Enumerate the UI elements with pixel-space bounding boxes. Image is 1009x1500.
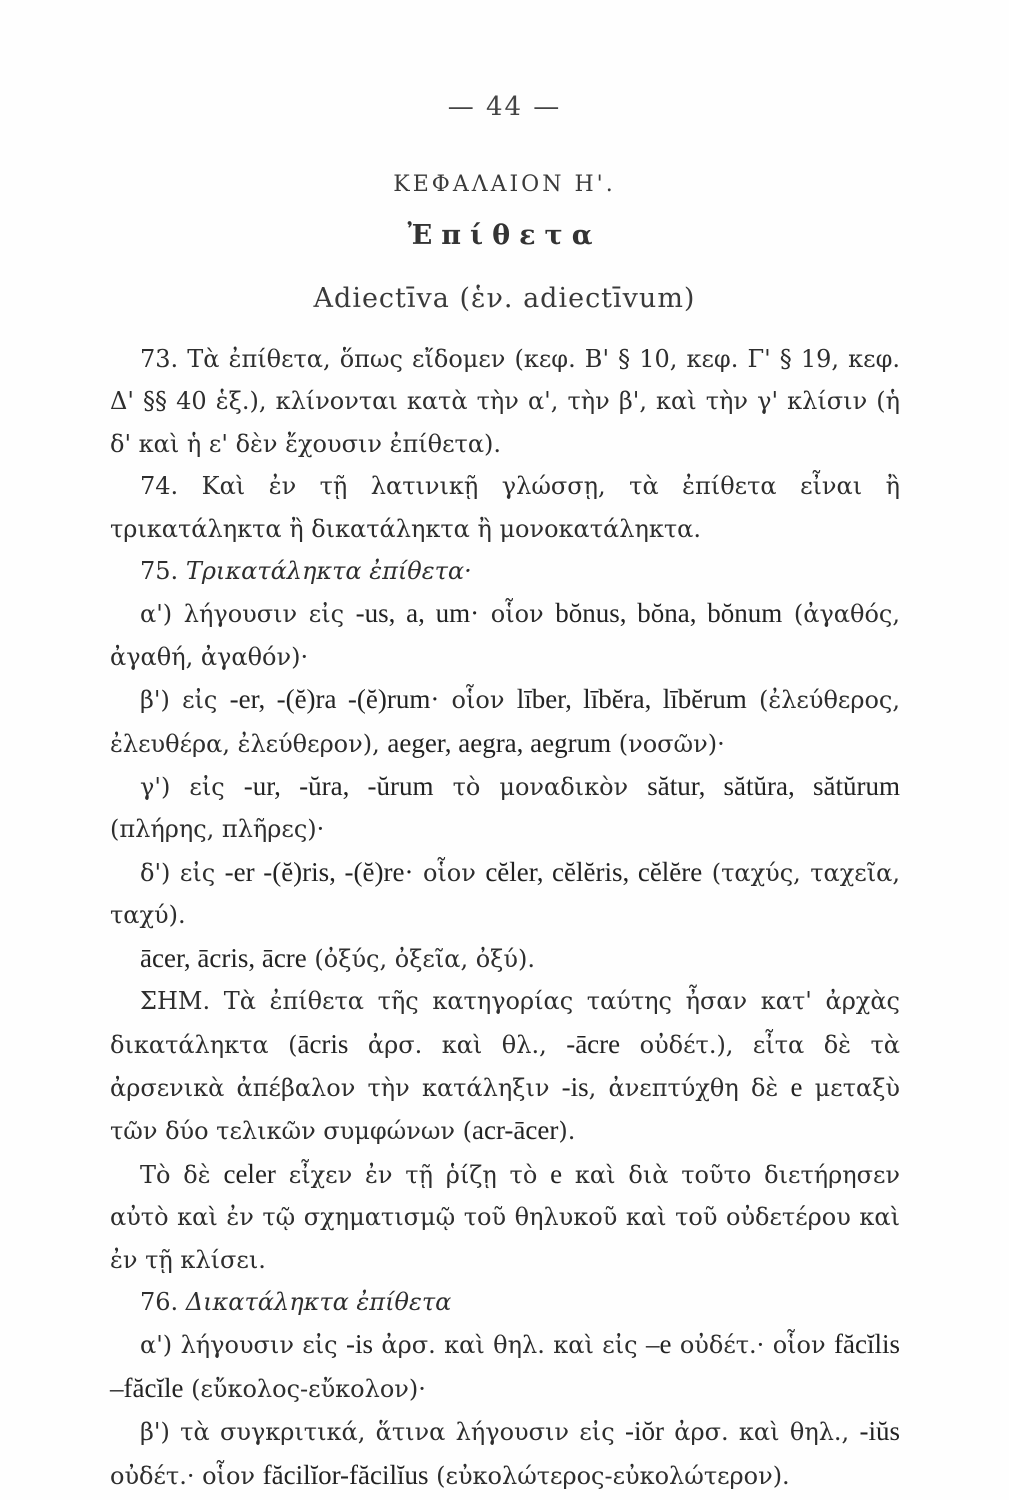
greek-gloss: (ταχύς, ταχεῖα, ταχύ).	[110, 858, 900, 930]
text-segment: οἷον	[490, 600, 544, 629]
text-segment: ἀρσ. καὶ θηλ.,	[663, 1418, 860, 1447]
latin-word: ācris	[297, 1028, 349, 1059]
latin-example: cĕler, cĕlĕris, cĕlĕre	[485, 856, 703, 887]
paragraph-73: 73. Τὰ ἐπίθετα, ὅπως εἴδομεν (κεφ. Β' § 10, κεφ. Γ' § 19, κεφ. Δ' §§ 40 ἑξ.), κλίνονται κατὰ τὴν α', τὴν β', καὶ τὴν γ' κλίσιν (ἡ δ' καὶ ἡ ε' δὲν ἔχουσιν ἐπίθετα).	[110, 345, 900, 458]
paragraph-75-c	[110, 765, 900, 851]
section-title: Ἐπίθετα	[407, 220, 602, 251]
text-segment: μεταξὺ τῶν δύο τελικῶν συμφώνων (	[110, 1073, 900, 1146]
latin-ending: -er -(ĕ)ris, -(ĕ)re·	[224, 856, 414, 887]
latin-word: -ācre	[566, 1028, 621, 1059]
greek-gloss: (νοσῶν)·	[618, 729, 725, 758]
latin-word: acr-ācer	[472, 1115, 559, 1146]
paragraph-76-a	[110, 1323, 900, 1410]
text-segment: ἀρσ. καὶ θηλ. καὶ εἰς	[373, 1331, 646, 1360]
paragraph-76-b	[110, 1410, 900, 1497]
latin-example: sătur, sătŭra, sătŭrum	[647, 771, 900, 802]
paragraph-75-heading	[110, 550, 900, 592]
latin-ending: –e	[645, 1329, 672, 1360]
text-segment: α') λήγουσιν εἰς	[140, 1331, 347, 1360]
greek-gloss: (ἐλεύθερος, ἐλευθέρα, ἐλεύθερον),	[110, 686, 900, 758]
text-segment: β') εἰς	[140, 686, 218, 715]
text-segment: οἷον	[451, 686, 505, 715]
latin-word: e	[550, 1158, 563, 1189]
paragraph-74: 74. Καὶ ἐν τῇ λατινικῇ γλώσσῃ, τὰ ἐπίθετα εἶναι ἢ τρικατάληκτα ἢ δικατάληκτα ἢ μονοκατάληκτα.	[110, 472, 900, 543]
greek-gloss: (εὔκολος-εὔκολον)·	[183, 1374, 426, 1403]
text-segment: ΣΗΜ. Τὰ ἐπίθετα τῆς κατηγορίας ταύτης ἦσαν κατ' ἀρχὰς δικατάληκτα (	[110, 987, 900, 1059]
latin-example: făcĭlis –făcĭle	[110, 1329, 900, 1403]
latin-ending: -iŭs	[859, 1416, 900, 1447]
chapter-heading: ΚΕΦΑΛΑΙΟΝ Η'.	[393, 172, 616, 197]
paragraph-75-d	[110, 851, 900, 937]
text-segment: οὐδέτ.), εἶτα δὲ τὰ ἀρσενικὰ ἀπέβαλον τὴν κατάληξιν	[110, 1030, 900, 1102]
note-paragraph	[110, 980, 900, 1153]
text-segment: καὶ διὰ τοῦτο διετήρησεν αὐτὸ καὶ ἐν τῷ σχηματισμῷ τοῦ θηλυκοῦ καὶ τοῦ οὐδετέρου καὶ ἐν τῇ κλίσει.	[110, 1160, 901, 1274]
latin-subtitle: Adiectīva (ἑν. adiectīvum)	[313, 283, 696, 314]
greek-gloss: (πλήρης, πλῆρες)·	[110, 815, 325, 844]
text-segment: οὐδέτ.· οἷον	[110, 1461, 263, 1490]
latin-example: aeger, aegra, aegrum	[387, 727, 612, 758]
latin-example: līber, lībĕra, lībĕrum	[516, 684, 747, 715]
latin-ending: -iŏr	[624, 1416, 664, 1447]
paragraph-75-b	[110, 678, 900, 765]
latin-ending: -is	[346, 1329, 374, 1360]
greek-gloss: (ὀξύς, ὀξεῖα, ὀξύ).	[314, 944, 535, 973]
latin-example: bŏnus, bŏna, bŏnum	[555, 598, 783, 629]
text-segment: , ἀνεπτύχθη δὲ	[588, 1073, 791, 1102]
latin-example: ācer, ācris, ācre	[140, 942, 307, 973]
greek-gloss: (ἀγαθός, ἀγαθή, ἀγαθόν)·	[110, 600, 900, 671]
body-text	[110, 338, 900, 1497]
greek-gloss: (εὐκολώτερος-εὐκολώτερον).	[428, 1461, 790, 1490]
paragraph-76-number: 76.	[140, 1287, 179, 1316]
text-segment: ἀρσ. καὶ θλ.,	[348, 1030, 567, 1059]
paragraph-75-e	[110, 937, 900, 980]
paragraph-75-title: Τρικατάληκτα ἐπίθετα·	[185, 557, 472, 586]
latin-word: e	[790, 1071, 803, 1102]
text-segment: οἷον	[422, 858, 476, 887]
latin-example: făcilĭor-făcilĭus	[262, 1459, 429, 1490]
text-segment: α') λήγουσιν εἰς	[140, 600, 345, 629]
text-segment: Τὸ δὲ	[140, 1160, 224, 1189]
paragraph-76-heading	[110, 1281, 900, 1323]
celer-paragraph	[110, 1153, 900, 1281]
text-segment: β') τὰ συγκριτικά, ἅτινα λήγουσιν εἰς	[140, 1418, 625, 1447]
text-segment: γ') εἰς	[140, 773, 225, 802]
paragraph-76-title: Δικατάληκτα ἐπίθετα	[185, 1287, 452, 1316]
latin-ending: -us, a, um·	[355, 598, 480, 629]
text-segment: δ') εἰς	[140, 858, 216, 887]
paragraph-75-a	[110, 592, 900, 678]
paragraph-75-number: 75.	[140, 557, 179, 586]
text-segment: οὐδέτ.· οἷον	[671, 1331, 834, 1360]
latin-ending: -ur, -ŭra, -ŭrum	[243, 771, 434, 802]
latin-word: celer	[223, 1158, 276, 1189]
text-segment: εἶχεν ἐν τῇ ῥίζῃ τὸ	[275, 1160, 551, 1189]
page-number: — 44 —	[447, 92, 562, 122]
text-segment: τὸ μοναδικὸν	[452, 773, 629, 802]
text-segment: ).	[558, 1117, 576, 1146]
latin-word: -is	[561, 1071, 589, 1102]
latin-ending: -er, -(ĕ)ra -(ĕ)rum·	[229, 684, 440, 715]
